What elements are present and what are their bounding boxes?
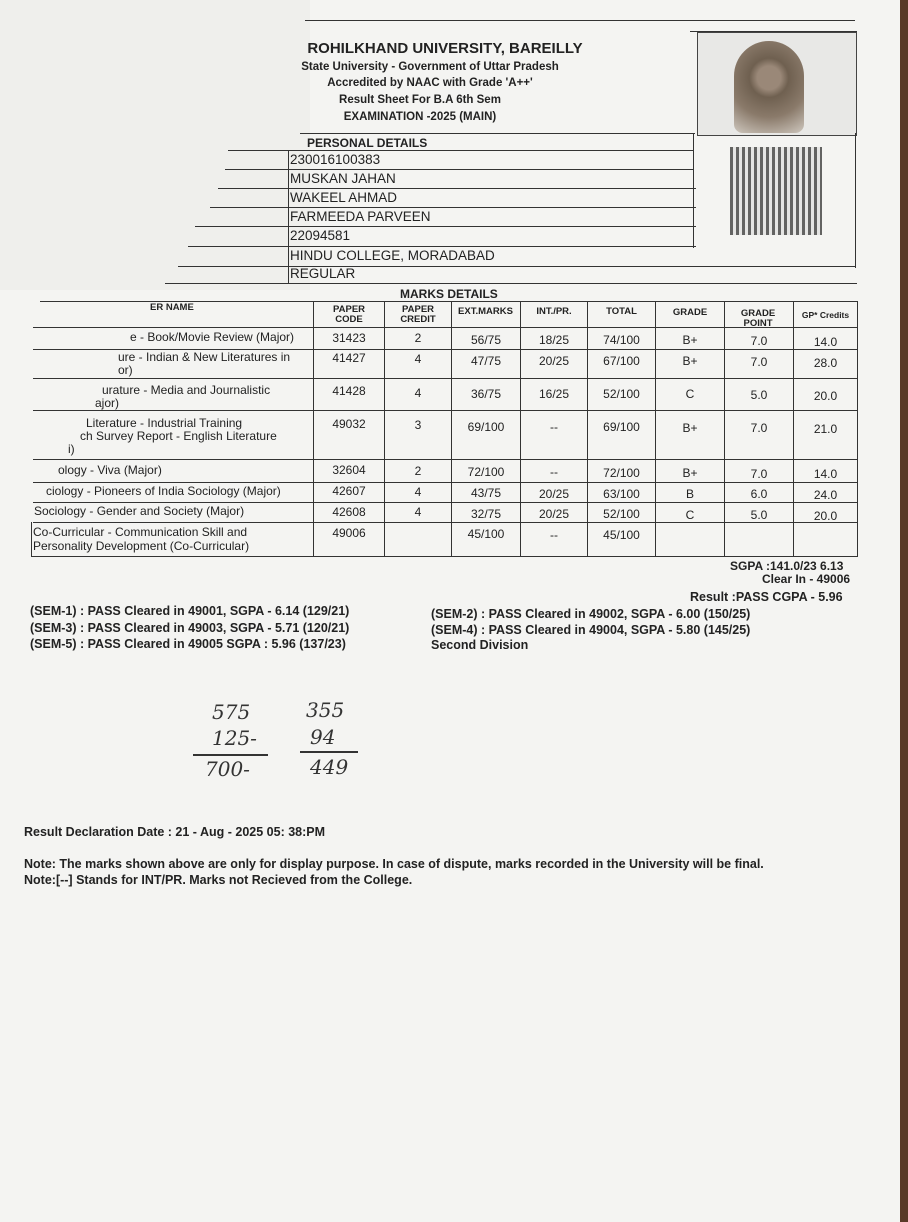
int-marks: -- bbox=[550, 420, 558, 434]
grade: B+ bbox=[682, 333, 698, 347]
grade-point: 7.0 bbox=[750, 467, 768, 481]
paper-code: 41428 bbox=[332, 384, 366, 398]
paper-code: 41427 bbox=[332, 351, 366, 365]
int-marks: 16/25 bbox=[538, 387, 570, 401]
grade-point: 7.0 bbox=[750, 355, 768, 369]
paper-code: 31423 bbox=[332, 331, 366, 345]
sgpa: SGPA :141.0/23 6.13 bbox=[730, 559, 844, 573]
qr-code bbox=[730, 147, 822, 235]
int-marks: 20/25 bbox=[538, 507, 570, 521]
father-name: WAKEEL AHMAD bbox=[290, 190, 398, 205]
result-sheet-title: Result Sheet For B.A 6th Sem bbox=[339, 94, 501, 106]
division: Second Division bbox=[431, 638, 529, 652]
paper-name: ure - Indian & New Literatures in bbox=[118, 350, 291, 364]
gp-credits: 28.0 bbox=[813, 356, 838, 370]
paper-name: Sociology - Gender and Society (Major) bbox=[34, 504, 245, 518]
total-marks: 52/100 bbox=[603, 387, 640, 401]
int-marks: -- bbox=[550, 528, 558, 542]
sem-5-result: (SEM-5) : PASS Cleared in 49005 SGPA : 5.96 (137/23) bbox=[30, 637, 346, 651]
total-marks: 63/100 bbox=[603, 487, 640, 501]
examination-title: EXAMINATION -2025 (MAIN) bbox=[343, 111, 497, 123]
paper-name-line2: Personality Development (Co-Curricular) bbox=[33, 539, 250, 553]
int-marks: 20/25 bbox=[538, 354, 570, 368]
handwritten-num: 94 bbox=[310, 725, 336, 749]
total-marks: 52/100 bbox=[603, 507, 640, 521]
grade: B bbox=[685, 487, 694, 501]
paper-code: 42608 bbox=[332, 505, 366, 519]
ext-marks: 56/75 bbox=[470, 333, 502, 347]
ext-marks: 69/100 bbox=[467, 420, 505, 434]
note-int-marks: Note:[--] Stands for INT/PR. Marks not Recieved from the College. bbox=[24, 873, 413, 887]
result-declaration-date: Result Declaration Date : 21 - Aug - 2025 05: 38:PM bbox=[24, 825, 326, 839]
paper-name: urature - Media and Journalistic bbox=[102, 383, 271, 397]
paper-code: 49006 bbox=[332, 526, 366, 540]
ext-marks: 32/75 bbox=[470, 507, 502, 521]
grade: B+ bbox=[682, 421, 698, 435]
paper-code: 49032 bbox=[332, 417, 366, 431]
handwritten-num: 700- bbox=[205, 757, 250, 781]
personal-details-heading: PERSONAL DETAILS bbox=[307, 136, 428, 150]
total-marks: 67/100 bbox=[603, 354, 640, 368]
grade-point: 7.0 bbox=[750, 334, 768, 348]
handwritten-num: 575 bbox=[212, 700, 251, 724]
mother-name: FARMEEDA PARVEEN bbox=[290, 209, 431, 224]
int-marks: 18/25 bbox=[538, 333, 570, 347]
total-marks: 45/100 bbox=[603, 528, 640, 542]
student-photo bbox=[697, 32, 857, 136]
handwritten-num: 125- bbox=[212, 726, 257, 750]
grade-point: 7.0 bbox=[750, 421, 768, 435]
clear-in: Clear In - 49006 bbox=[762, 572, 851, 586]
paper-code: 32604 bbox=[332, 463, 366, 477]
paper-name-line3: i) bbox=[68, 442, 75, 456]
grade-point: 6.0 bbox=[750, 487, 768, 501]
paper-name-line2: ch Survey Report - English Literature bbox=[80, 429, 277, 443]
col-header-credit: PAPER CREDIT bbox=[400, 304, 436, 325]
paper-credit: 4 bbox=[414, 505, 422, 519]
gp-credits: 14.0 bbox=[813, 467, 838, 481]
photo-face bbox=[734, 41, 804, 133]
ext-marks: 43/75 bbox=[470, 486, 502, 500]
sem-4-result: (SEM-4) : PASS Cleared in 49004, SGPA - 5.80 (145/25) bbox=[431, 623, 751, 637]
col-header-grade: GRADE bbox=[672, 307, 708, 318]
grade: B+ bbox=[682, 466, 698, 480]
paper-name: Literature - Industrial Training bbox=[86, 416, 243, 430]
grade: B+ bbox=[682, 354, 698, 368]
student-name: MUSKAN JAHAN bbox=[290, 171, 396, 186]
university-name: ROHILKHAND UNIVERSITY, BAREILLY bbox=[307, 40, 583, 57]
college-name: HINDU COLLEGE, MORADABAD bbox=[290, 248, 495, 263]
ext-marks: 36/75 bbox=[470, 387, 502, 401]
enrollment-number: 230016100383 bbox=[290, 152, 381, 167]
paper-credit: 4 bbox=[414, 485, 422, 499]
total-marks: 74/100 bbox=[603, 333, 640, 347]
final-result: Result :PASS CGPA - 5.96 bbox=[690, 590, 843, 604]
state-line: State University - Government of Uttar Pradesh bbox=[301, 61, 559, 73]
paper-code: 42607 bbox=[332, 484, 366, 498]
paper-name: ciology - Pioneers of India Sociology (Major) bbox=[46, 484, 281, 498]
col-header-int: INT./PR. bbox=[536, 306, 572, 317]
col-header-name: ER NAME bbox=[150, 302, 194, 313]
sem-3-result: (SEM-3) : PASS Cleared in 49003, SGPA - 5.71 (120/21) bbox=[30, 621, 350, 635]
paper-credit: 3 bbox=[414, 418, 422, 432]
paper-credit: 4 bbox=[414, 352, 422, 366]
marks-details-heading: MARKS DETAILS bbox=[400, 287, 498, 301]
gp-credits: 14.0 bbox=[813, 335, 838, 349]
grade: C bbox=[685, 387, 695, 401]
grade-point: 5.0 bbox=[750, 508, 768, 522]
col-header-code: PAPER CODE bbox=[332, 304, 366, 325]
col-header-gp-credits: GP* Credits bbox=[801, 310, 850, 320]
grade: C bbox=[685, 508, 695, 522]
total-marks: 72/100 bbox=[603, 466, 640, 480]
handwritten-num: 355 bbox=[306, 698, 345, 722]
accreditation: Accredited by NAAC with Grade 'A++' bbox=[327, 77, 533, 89]
paper-name: e - Book/Movie Review (Major) bbox=[130, 330, 295, 344]
total-marks: 69/100 bbox=[603, 420, 640, 434]
gp-credits: 20.0 bbox=[813, 509, 838, 523]
paper-credit: 2 bbox=[414, 464, 422, 478]
ext-marks: 47/75 bbox=[470, 354, 502, 368]
ext-marks: 72/100 bbox=[467, 465, 505, 479]
paper-name: Co-Curricular - Communication Skill and bbox=[33, 525, 248, 539]
col-header-total: TOTAL bbox=[606, 306, 637, 317]
ext-marks: 45/100 bbox=[467, 527, 505, 541]
col-header-ext: EXT.MARKS bbox=[458, 306, 513, 317]
gp-credits: 24.0 bbox=[813, 488, 838, 502]
int-marks: 20/25 bbox=[538, 487, 570, 501]
gp-credits: 20.0 bbox=[813, 389, 838, 403]
paper-name-line2: or) bbox=[118, 363, 133, 377]
paper-name: ology - Viva (Major) bbox=[58, 463, 162, 477]
int-marks: -- bbox=[550, 465, 558, 479]
sem-2-result: (SEM-2) : PASS Cleared in 49002, SGPA - 6.00 (150/25) bbox=[431, 607, 751, 621]
paper-credit: 2 bbox=[414, 331, 422, 345]
grade-point: 5.0 bbox=[750, 388, 768, 402]
paper-credit: 4 bbox=[414, 386, 422, 400]
col-header-grade-point: GRADE POINT bbox=[740, 308, 776, 329]
sem-1-result: (SEM-1) : PASS Cleared in 49001, SGPA - 6.14 (129/21) bbox=[30, 604, 350, 618]
note-display: Note: The marks shown above are only for display purpose. In case of dispute, marks recorded in the University will be final. bbox=[24, 857, 764, 871]
roll-number: 22094581 bbox=[290, 228, 351, 243]
student-status: REGULAR bbox=[290, 266, 356, 281]
gp-credits: 21.0 bbox=[813, 422, 838, 436]
handwritten-num: 449 bbox=[310, 755, 349, 779]
paper-name-line2: ajor) bbox=[95, 396, 120, 410]
